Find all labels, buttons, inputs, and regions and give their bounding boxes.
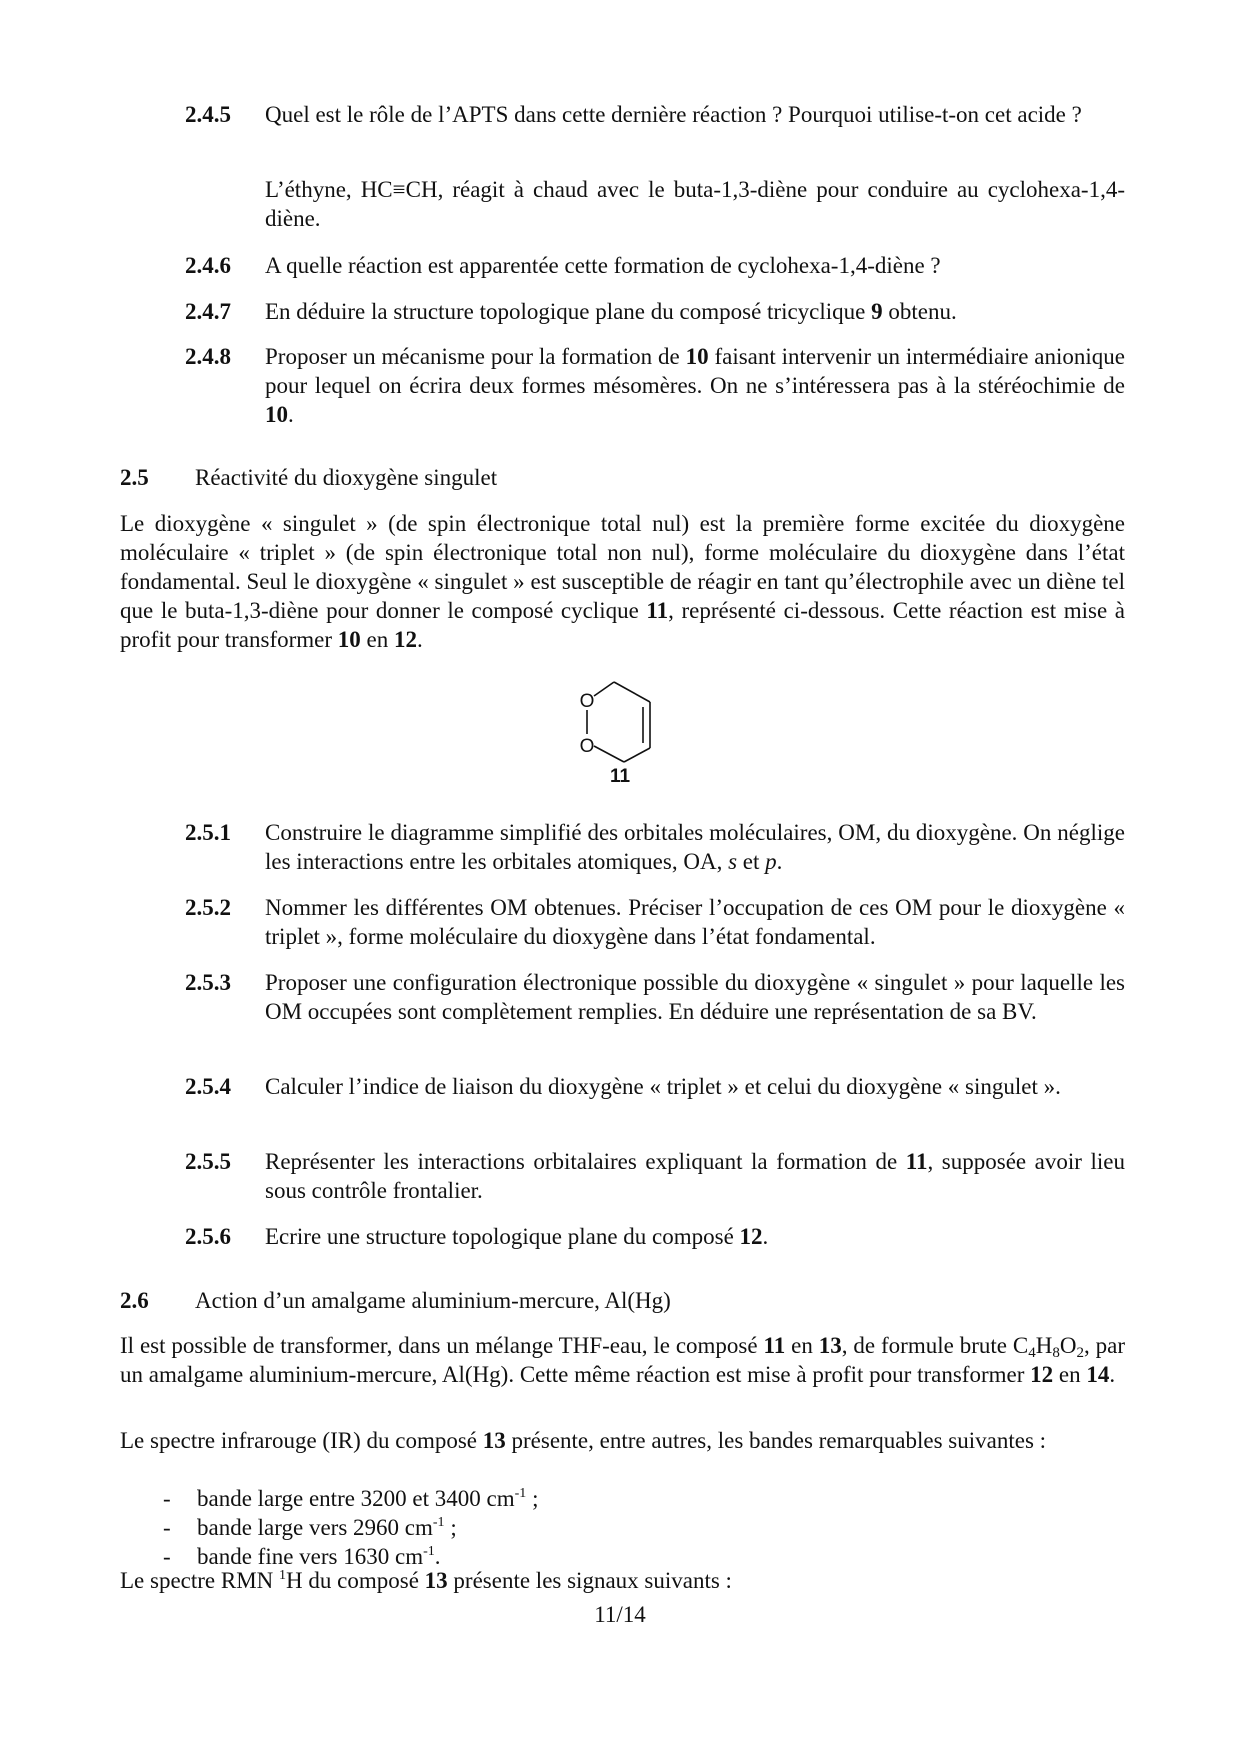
list-item: - bande fine vers 1630 $cm^{-1}$. — [163, 1544, 441, 1569]
section-2-5-heading — [120, 463, 497, 492]
question-number: 2.5.4 — [185, 1074, 231, 1099]
compound-label: 11 — [609, 766, 631, 787]
question-number: 2.5.6 — [185, 1224, 231, 1249]
ethyne-statement — [185, 175, 1125, 233]
question-text: Construire le diagramme simplifié des orbitales moléculaires, OM, du dioxygène. On néglige les interactions entre les orbitales atomiques, OA, s et p. — [265, 820, 1125, 874]
question-number: 2.5.2 — [185, 895, 231, 920]
question-2-5-3 — [185, 968, 1125, 1026]
question-2-4-6 — [185, 251, 1125, 280]
question-2-4-7 — [185, 297, 1125, 326]
ir-bands-list — [120, 1484, 1125, 1571]
page-number: 11/14 — [594, 1602, 646, 1627]
question-2-5-6 — [185, 1222, 1125, 1251]
question-2-5-1 — [185, 818, 1125, 876]
section-number: 2.6 — [120, 1288, 149, 1313]
statement-text: L’éthyne, HC≡CH, réagit à chaud avec le buta-1,3-diène pour conduire au cyclohexa-1,4-diène. — [265, 177, 1125, 231]
question-text: Quel est le rôle de l’APTS dans cette dernière réaction ? Pourquoi utilise-t-on cet acide ? — [265, 102, 1082, 127]
question-number: 2.5.3 — [185, 970, 231, 995]
question-text: Nommer les différentes OM obtenues. Préciser l’occupation de ces OM pour le dioxygène « triplet », forme moléculaire du dioxygène dans l’état fondamental. — [265, 895, 1125, 949]
question-text: A quelle réaction est apparentée cette formation de cyclohexa-1,4-diène ? — [265, 253, 941, 278]
ir-spectrum-paragraph: Le spectre infrarouge (IR) du composé 13 présente, entre autres, les bandes remarquables suivantes : — [120, 1428, 1047, 1453]
question-number: 2.5.1 — [185, 820, 231, 845]
question-2-4-8 — [185, 342, 1125, 429]
oxygen-atom-label: O — [579, 691, 595, 712]
question-2-5-5 — [185, 1147, 1125, 1205]
question-text: Représenter les interactions orbitalaires expliquant la formation de 11, supposée avoir lieu sous contrôle frontalier. — [265, 1149, 1125, 1203]
question-text: En déduire la structure topologique plane du composé tricyclique 9 obtenu. — [265, 299, 957, 324]
question-2-5-2 — [185, 893, 1125, 951]
question-2-5-4 — [185, 1072, 1125, 1101]
dioxene-molecule-structure — [570, 662, 680, 774]
section-title: Réactivité du dioxygène singulet — [195, 465, 498, 490]
question-text: Proposer une configuration électronique possible du dioxygène « singulet » pour laquelle les OM occupées sont complètement remplies. En déduire une représentation de sa BV. — [265, 970, 1125, 1024]
section-2-5-paragraph: Le dioxygène « singulet » (de spin électronique total nul) est la première forme excitée du dioxygène moléculaire « triplet » (de spin électronique total non nul), forme moléculaire du dioxygène dans l’état fondamental. Seul le dioxygène « singulet » est susceptible de réagir en tant qu’électrophile avec un diène tel que le buta-1,3-diène pour donner le composé cyclique 11, représenté ci-dessous. Cette réaction est mise à profit pour transformer 10 en 12. — [120, 511, 1125, 652]
question-number: 2.4.6 — [185, 253, 231, 278]
list-item: - bande large vers 2960 $cm^{-1}$ ; — [163, 1515, 457, 1540]
question-text: Calculer l’indice de liaison du dioxygène « triplet » et celui du dioxygène « singulet ». — [265, 1074, 1061, 1099]
question-number: 2.4.7 — [185, 299, 231, 324]
section-2-6-paragraph: Il est possible de transformer, dans un mélange THF-eau, le composé 11 en 13, de formule brute $C_4H_8O_2$, par un amalgame aluminium-mercure, Al(Hg). Cette même réaction est mise à profit pour transformer 12 en 14. — [120, 1333, 1125, 1387]
list-item: - bande large entre 3200 et 3400 $cm^{-1}$ ; — [163, 1486, 539, 1511]
section-2-6-heading — [120, 1286, 671, 1315]
section-title: Action d’un amalgame aluminium-mercure, Al(Hg) — [195, 1288, 671, 1313]
question-number: 2.4.8 — [185, 344, 231, 369]
oxygen-atom-label: O — [579, 736, 595, 757]
question-2-4-5 — [185, 100, 1125, 129]
rmn-spectrum-paragraph: Le spectre RMN $^1$H du composé 13 présente les signaux suivants : — [120, 1568, 732, 1593]
question-number: 2.4.5 — [185, 102, 231, 127]
section-number: 2.5 — [120, 465, 149, 490]
question-text: Ecrire une structure topologique plane du composé 12. — [265, 1224, 769, 1249]
question-text: Proposer un mécanisme pour la formation de 10 faisant intervenir un intermédiaire anionique pour lequel on écrira deux formes mésomères. On ne s’intéressera pas à la stéréochimie de 10. — [265, 344, 1126, 427]
question-number: 2.5.5 — [185, 1149, 231, 1174]
